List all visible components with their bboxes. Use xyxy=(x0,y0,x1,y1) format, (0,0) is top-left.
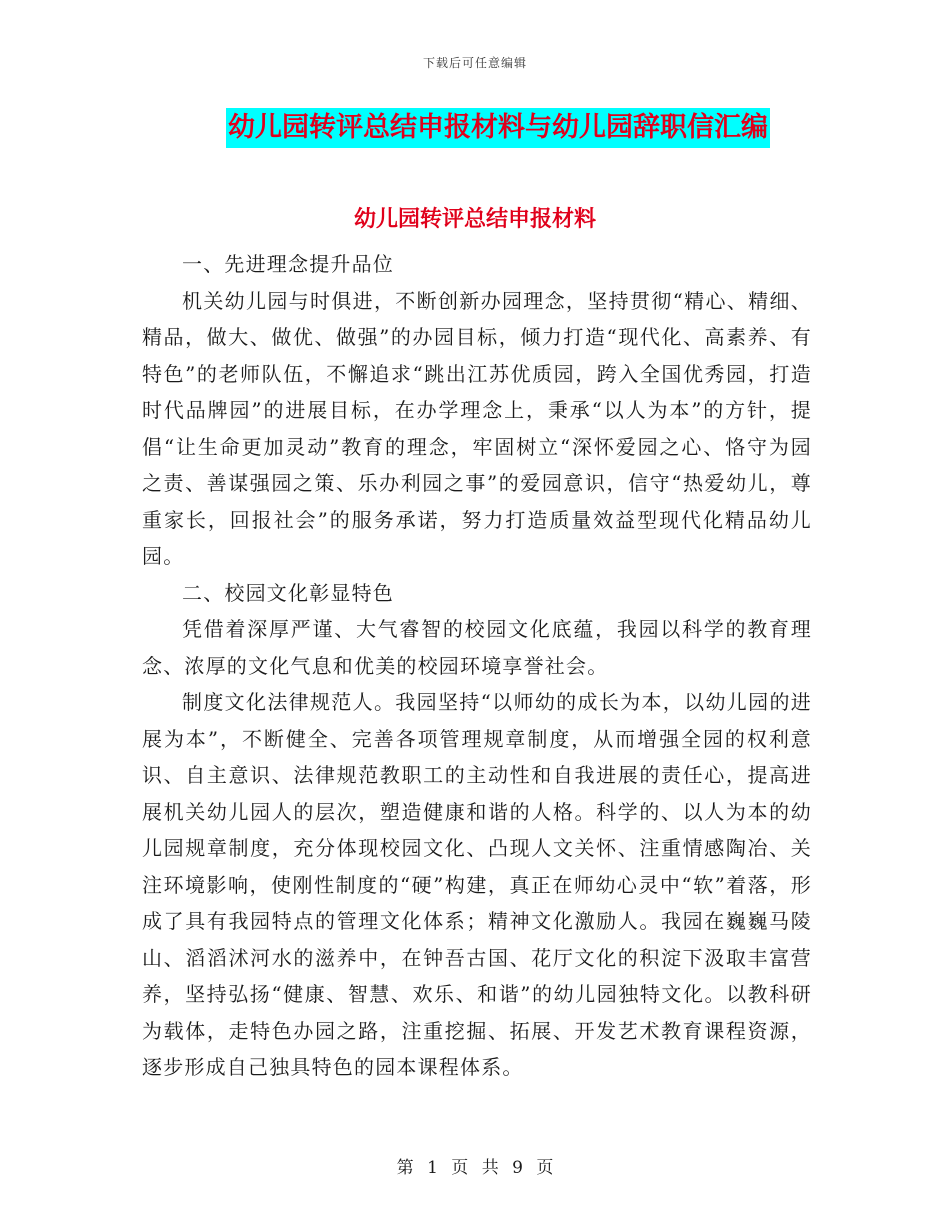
document-main-title: 幼儿园转评总结申报材料与幼儿园辞职信汇编 xyxy=(226,108,770,148)
paragraph: 机关幼儿园与时俱进，不断创新办园理念，坚持贯彻“精心、精细、精品，做大、做优、做强”的办园目标，倾力打造“现代化、高素养、有特色”的老师队伍，不懈追求“跳出江苏优质园，跨入全国优秀园，打造时代品牌园”的进展目标，在办学理念上，秉承“以人为本”的方针，提倡“让生命更加灵动”教育的理念，牢固树立“深怀爱园之心、恪守为园之责、善谋强园之策、乐办利园之事”的爱园意识，信守“热爱幼儿，尊重家长，回报社会”的服务承诺，努力打造质量效益型现代化精品幼儿园。 xyxy=(142,288,812,568)
section-title: 幼儿园转评总结申报材料 xyxy=(353,206,596,232)
document-body xyxy=(142,246,812,1086)
main-title-container xyxy=(0,108,950,148)
paragraph: 凭借着深厚严谨、大气睿智的校园文化底蕴，我园以科学的教育理念、浓厚的文化气息和优美的校园环境享誉社会。 xyxy=(142,617,812,678)
page-number-footer: 第 1 页 共 9 页 xyxy=(396,1158,554,1178)
page-header-note: 下载后可任意编辑 xyxy=(422,56,527,70)
paragraph-heading-2: 二、校园文化彰显特色 xyxy=(182,580,394,605)
paragraph-heading-1: 一、先进理念提升品位 xyxy=(182,252,394,276)
paragraph: 制度文化法律规范人。我园坚持“以师幼的成长为本，以幼儿园的进展为本”，不断健全、完善各项管理规章制度，从而增强全园的权利意识、自主意识、法律规范教职工的主动性和自我进展的责任心，提高进展机关幼儿园人的层次，塑造健康和谐的人格。科学的、以人为本的幼儿园规章制度，充分体现校园文化、凸现人文关怀、注重情感陶冶、关注环境影响，使刚性制度的“硬”构建，真正在师幼心灵中“软”着落，形成了具有我园特点的管理文化体系；精神文化激励人。我园在巍巍马陵山、滔滔沭河水的滋养中，在钟吾古国、花厅文化的积淀下汲取丰富营养，坚持弘扬“健康、智慧、欢乐、和谐”的幼儿园独特文化。以教科研为载体，走特色办园之路，注重挖掘、拓展、开发艺术教育课程资源，逐步形成自己独具特色的园本课程体系。 xyxy=(142,690,812,1079)
